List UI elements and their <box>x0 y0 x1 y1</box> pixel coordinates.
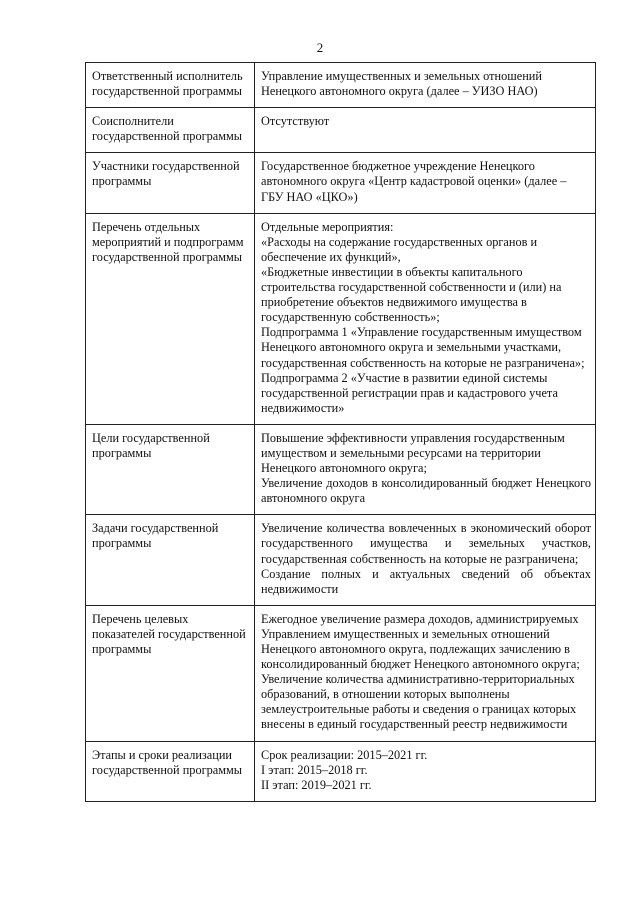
row-label: Перечень отдельных мероприятий и подпрограмм государственной программы <box>86 213 255 424</box>
table-row-target-indicators <box>86 605 596 741</box>
value-paragraph: Увеличение доходов в консолидированный бюджет Ненецкого автономного округа <box>261 476 591 506</box>
value-paragraph: Государственное бюджетное учреждение Ненецкого автономного округа «Центр кадастровой оценки» (далее – ГБУ НАО «ЦКО») <box>261 159 567 204</box>
value-paragraph: Срок реализации: 2015–2021 гг. <box>261 747 428 762</box>
table-row-co-executors <box>86 108 596 153</box>
value-paragraph: Увеличение количества административно-территориальных образований, в отношении которых выполнены землеустроительные работы и сведения о границах которых внесены в единый государственный реестр недвижимости <box>261 672 577 732</box>
table-row-tasks <box>86 515 596 605</box>
row-label: Соисполнители государственной программы <box>86 108 255 153</box>
row-value <box>255 424 596 514</box>
value-paragraph: Отсутствуют <box>261 114 330 129</box>
table-row-activities-subprograms <box>86 213 596 424</box>
value-paragraph: I этап: 2015–2018 гг. <box>261 762 368 777</box>
value-paragraph: Создание полных и актуальных сведений об объектах недвижимости <box>261 566 591 596</box>
value-paragraph: Управление имущественных и земельных отношений Ненецкого автономного округа (далее – УИЗО НАО) <box>261 69 542 99</box>
row-label: Цели государственной программы <box>86 424 255 514</box>
value-paragraph: «Бюджетные инвестиции в объекты капитального строительства государственной собственности и (или) на приобретение объектов недвижимого имущества в государственную собственность»; <box>261 264 562 325</box>
value-paragraph: Подпрограмма 1 «Управление государственным имуществом Ненецкого автономного округа и земельными участками, государственная собственность на которые не разграничена»; <box>261 325 585 370</box>
row-label: Задачи государственной программы <box>86 515 255 605</box>
row-value <box>255 108 596 153</box>
table-row-participants <box>86 153 596 213</box>
value-paragraph: Ежегодное увеличение размера доходов, администрируемых Управлением имущественных и земельных отношений Ненецкого автономного округа, подлежащих зачислению в консолидированный бюджет Ненецкого автономного округа; <box>261 611 580 672</box>
table-row-responsible-executor <box>86 63 596 108</box>
row-value <box>255 213 596 424</box>
row-label: Этапы и сроки реализации государственной программы <box>86 741 255 801</box>
row-value <box>255 605 596 741</box>
value-paragraph: Повышение эффективности управления государственным имуществом и земельными ресурсами на территории Ненецкого автономного округа; <box>261 430 565 476</box>
row-value <box>255 63 596 108</box>
row-value <box>255 515 596 605</box>
table-row-stages-terms <box>86 741 596 801</box>
row-label: Ответственный исполнитель государственной программы <box>86 63 255 108</box>
row-label: Участники государственной программы <box>86 153 255 213</box>
value-paragraph: «Расходы на содержание государственных органов и обеспечение их функций», <box>261 234 538 264</box>
table-row-goals <box>86 424 596 514</box>
row-label: Перечень целевых показателей государственной программы <box>86 605 255 741</box>
value-paragraph: Увеличение количества вовлеченных в экономический оборот государственного имущества и земельных участков, государственная собственность на которые не разграничена; <box>261 521 591 566</box>
value-paragraph: Подпрограмма 2 «Участие в развитии единой системы государственной регистрации прав и кадастрового учета недвижимости» <box>261 370 558 415</box>
value-paragraph: II этап: 2019–2021 гг. <box>261 777 372 792</box>
row-value <box>255 741 596 801</box>
page-number: 2 <box>316 40 324 55</box>
value-paragraph: Отдельные мероприятия: <box>261 219 394 234</box>
row-value <box>255 153 596 213</box>
program-passport-table <box>85 62 596 802</box>
